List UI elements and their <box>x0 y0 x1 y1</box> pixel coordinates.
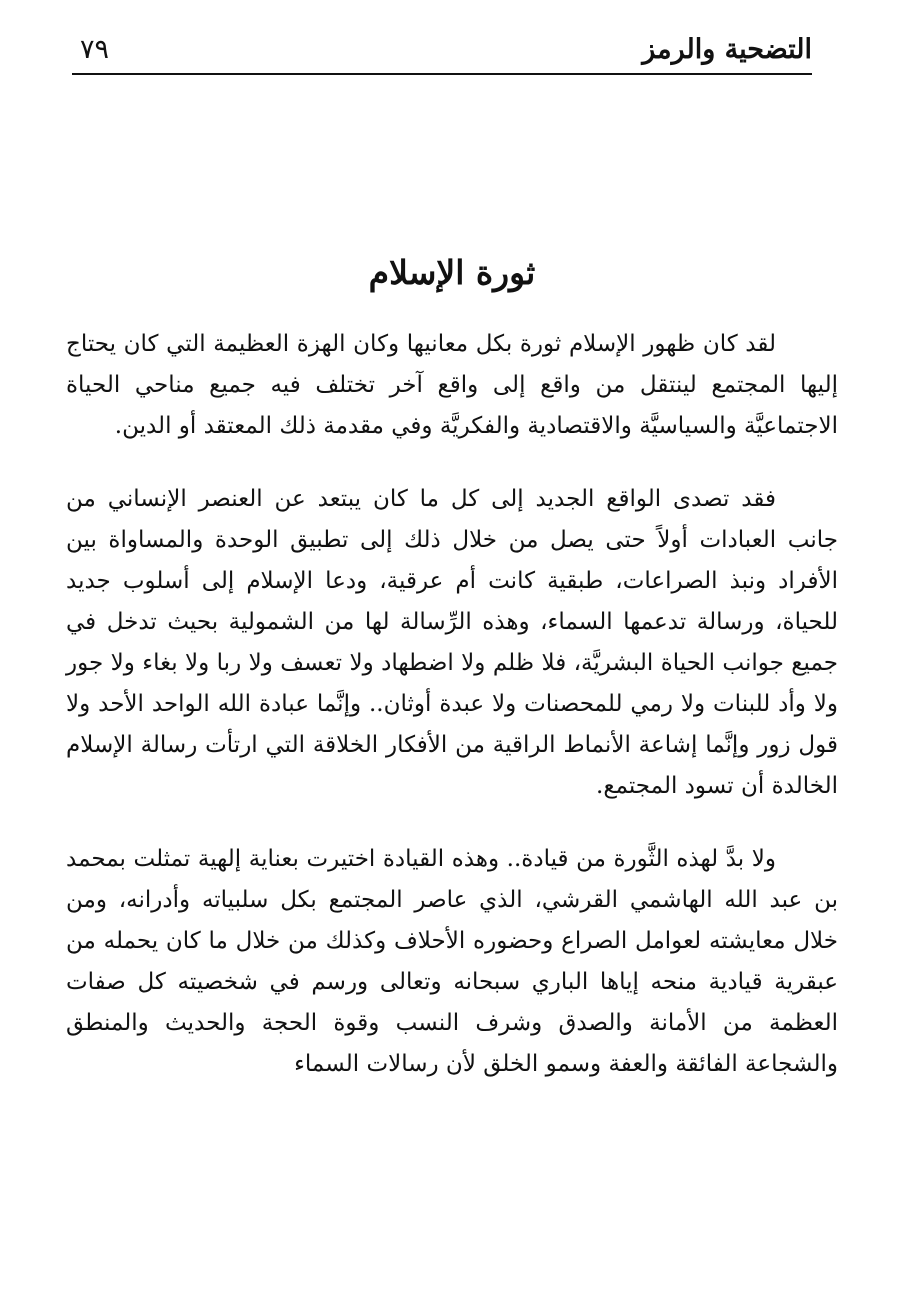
running-title: التضحية والرمز <box>642 34 812 65</box>
page-header <box>72 30 812 74</box>
body-text <box>66 324 838 1085</box>
paragraph: فقد تصدى الواقع الجديد إلى كل ما كان يبتعد عن العنصر الإنساني من جانب العبادات أولاً حتى يصل من خلال ذلك إلى تطبيق الوحدة والمساواة بين الأفراد ونبذ الصراعات، طبقية كانت أم عرقية، ودعا الإسلام إلى أسلوب جديد للحياة، ورسالة تدعمها السماء، وهذه الرِّسالة لها من الشمولية بحيث تدخل في جميع جوانب الحياة البشريَّة، فلا ظلم ولا اضطهاد ولا تعسف ولا ربا ولا بغاء ولا جور ولا وأد للبنات ولا رمي للمحصنات ولا عبدة أوثان.. وإنَّما عبادة الله الواحد الأحد ولا قول زور وإنَّما إشاعة الأنماط الراقية من الأفكار الخلاقة التي ارتأت رسالة الإسلام الخالدة أن تسود المجتمع. <box>66 486 838 799</box>
paragraph: لقد كان ظهور الإسلام ثورة بكل معانيها وكان الهزة العظيمة التي كان يحتاج إليها المجتمع لينتقل من واقع إلى واقع آخر تختلف فيه جميع مناحي الحياة الاجتماعيَّة والسياسيَّة والاقتصادية والفكريَّة وفي مقدمة ذلك المعتقد أو الدين. <box>66 331 838 439</box>
paragraph: ولا بدَّ لهذه الثَّورة من قيادة.. وهذه القيادة اختيرت بعناية إلهية تمثلت بمحمد بن عبد الله الهاشمي القرشي، الذي عاصر المجتمع بكل سلبياته وأدرانه، ومن خلال معايشته لعوامل الصراع وحضوره الأحلاف وكذلك من خلال ما كان يحمله من عبقرية قيادية منحه إياها الباري سبحانه وتعالى ورسم في شخصيته كل صفات العظمة من الأمانة والصدق وشرف النسب وقوة الحجة والحديث والمنطق والشجاعة الفائقة والعفة وسمو الخلق لأن رسالات السماء <box>66 846 838 1077</box>
chapter-title: ثورة الإسلام <box>368 253 536 292</box>
header-rule <box>72 73 812 75</box>
page-number: ٧٩ <box>80 34 110 65</box>
